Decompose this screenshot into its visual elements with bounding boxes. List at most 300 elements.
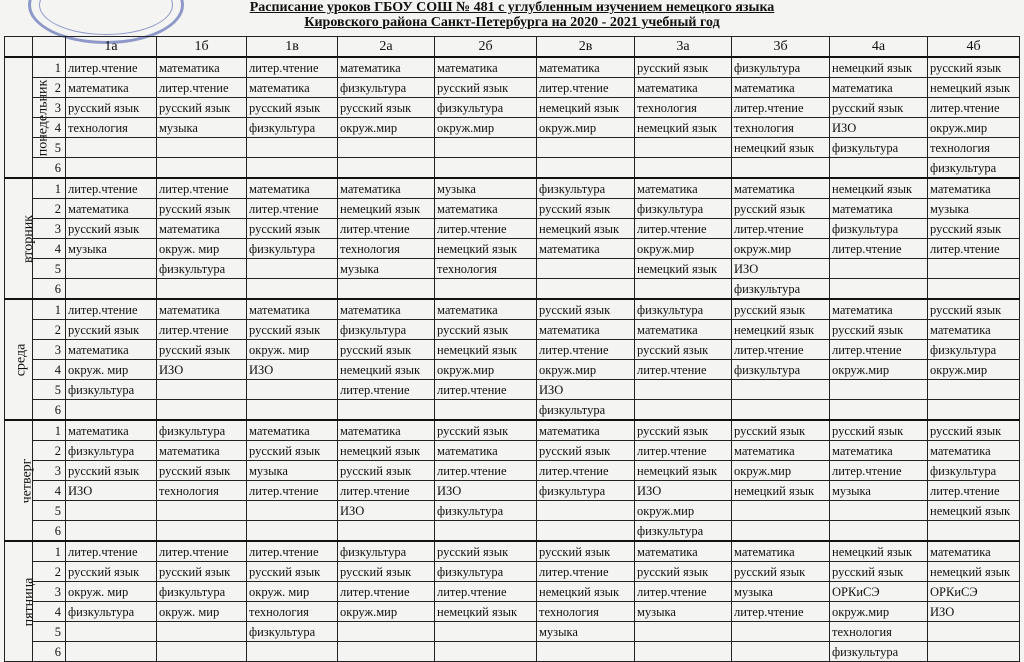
lesson-cell: немецкий язык xyxy=(928,562,1020,582)
lesson-row xyxy=(5,501,1020,521)
lesson-cell: физкультура xyxy=(928,461,1020,481)
lesson-cell: математика xyxy=(635,320,732,340)
lesson-cell xyxy=(732,380,830,400)
lesson-cell: русский язык xyxy=(537,441,635,461)
lesson-cell xyxy=(928,521,1020,542)
lesson-cell: литер.чтение xyxy=(635,582,732,602)
lesson-row xyxy=(5,320,1020,340)
lesson-cell: русский язык xyxy=(635,340,732,360)
lesson-number: 1 xyxy=(33,420,66,441)
lesson-cell: физкультура xyxy=(157,582,247,602)
lesson-cell: физкультура xyxy=(732,279,830,300)
class-header-row xyxy=(5,37,1020,58)
lesson-cell: математика xyxy=(247,420,338,441)
lesson-cell xyxy=(338,622,435,642)
lesson-cell: музыка xyxy=(157,118,247,138)
lesson-cell: ИЗО xyxy=(66,481,157,501)
lesson-cell xyxy=(830,521,928,542)
lesson-cell: математика xyxy=(928,541,1020,562)
lesson-row xyxy=(5,541,1020,562)
lesson-cell: литер.чтение xyxy=(732,340,830,360)
lesson-row xyxy=(5,521,1020,542)
lesson-cell: физкультура xyxy=(830,138,928,158)
lesson-cell: русский язык xyxy=(338,461,435,481)
lesson-cell xyxy=(635,400,732,421)
lesson-cell: русский язык xyxy=(830,320,928,340)
lesson-cell: математика xyxy=(732,441,830,461)
lesson-cell: окруж.мир xyxy=(928,118,1020,138)
lesson-number: 6 xyxy=(33,279,66,300)
lesson-cell: физкультура xyxy=(635,521,732,542)
lesson-cell: музыка xyxy=(435,178,537,199)
lesson-cell: ИЗО xyxy=(928,602,1020,622)
class-header-4б: 4б xyxy=(928,37,1020,58)
lesson-number: 5 xyxy=(33,501,66,521)
lesson-cell: математика xyxy=(66,199,157,219)
class-header-1в: 1в xyxy=(247,37,338,58)
lesson-cell: музыка xyxy=(928,199,1020,219)
lesson-cell: литер.чтение xyxy=(830,239,928,259)
lesson-cell: окруж.мир xyxy=(435,360,537,380)
lesson-cell xyxy=(338,158,435,179)
lesson-cell: литер.чтение xyxy=(247,541,338,562)
lesson-cell xyxy=(247,279,338,300)
lesson-cell: русский язык xyxy=(435,320,537,340)
lesson-row xyxy=(5,259,1020,279)
day-label-cell xyxy=(5,57,51,178)
lesson-row xyxy=(5,642,1020,662)
lesson-row xyxy=(5,360,1020,380)
lesson-cell: литер.чтение xyxy=(732,98,830,118)
lesson-cell: немецкий язык xyxy=(830,178,928,199)
lesson-cell: математика xyxy=(537,320,635,340)
lesson-cell: технология xyxy=(635,98,732,118)
lesson-number: 4 xyxy=(33,360,66,380)
lesson-cell: физкультура xyxy=(732,57,830,78)
lesson-row xyxy=(5,199,1020,219)
lesson-cell: русский язык xyxy=(830,562,928,582)
lesson-row xyxy=(5,582,1020,602)
lesson-cell xyxy=(66,501,157,521)
lesson-cell: физкультура xyxy=(537,400,635,421)
lesson-cell: русский язык xyxy=(338,562,435,582)
lesson-row xyxy=(5,138,1020,158)
lesson-cell: немецкий язык xyxy=(338,199,435,219)
lesson-cell xyxy=(157,279,247,300)
lesson-cell: русский язык xyxy=(247,320,338,340)
lesson-cell xyxy=(830,501,928,521)
lesson-cell xyxy=(928,622,1020,642)
lesson-cell xyxy=(732,501,830,521)
lesson-cell: литер.чтение xyxy=(247,199,338,219)
lesson-cell: музыка xyxy=(66,239,157,259)
lesson-cell: физкультура xyxy=(732,360,830,380)
lesson-cell: музыка xyxy=(830,481,928,501)
lesson-cell xyxy=(247,259,338,279)
lesson-cell: музыка xyxy=(338,259,435,279)
day-name: понедельник xyxy=(35,79,51,157)
class-header-1а: 1а xyxy=(66,37,157,58)
lesson-cell: математика xyxy=(635,78,732,98)
lesson-cell xyxy=(635,158,732,179)
lesson-number: 1 xyxy=(33,57,66,78)
day-label-cell xyxy=(5,178,36,299)
lesson-cell xyxy=(157,642,247,662)
lesson-cell: математика xyxy=(157,57,247,78)
lesson-cell: литер.чтение xyxy=(537,340,635,360)
lesson-cell: немецкий язык xyxy=(435,239,537,259)
lesson-row xyxy=(5,219,1020,239)
lesson-cell: физкультура xyxy=(247,622,338,642)
lesson-cell: математика xyxy=(732,178,830,199)
lesson-cell: физкультура xyxy=(66,380,157,400)
lesson-cell: математика xyxy=(66,420,157,441)
lesson-cell xyxy=(635,279,732,300)
lesson-cell: немецкий язык xyxy=(635,118,732,138)
lesson-number: 6 xyxy=(33,521,66,542)
lesson-number: 4 xyxy=(33,481,66,501)
lesson-cell: литер.чтение xyxy=(157,78,247,98)
day-name: пятница xyxy=(21,577,37,627)
lesson-cell: литер.чтение xyxy=(732,219,830,239)
lesson-cell: математика xyxy=(635,178,732,199)
lesson-number: 2 xyxy=(33,441,66,461)
lesson-cell: русский язык xyxy=(435,541,537,562)
lesson-cell: математика xyxy=(830,441,928,461)
lesson-cell xyxy=(830,380,928,400)
lesson-cell: русский язык xyxy=(830,420,928,441)
lesson-cell: окруж. мир xyxy=(247,340,338,360)
lesson-cell: окруж.мир xyxy=(537,360,635,380)
lesson-cell: математика xyxy=(928,320,1020,340)
lesson-row xyxy=(5,78,1020,98)
lesson-row xyxy=(5,461,1020,481)
lesson-cell xyxy=(928,259,1020,279)
class-header-3б: 3б xyxy=(732,37,830,58)
lesson-row xyxy=(5,441,1020,461)
day-name: вторник xyxy=(20,215,36,263)
lesson-cell xyxy=(157,521,247,542)
lesson-cell xyxy=(66,259,157,279)
lesson-cell xyxy=(830,400,928,421)
lesson-number: 2 xyxy=(33,78,66,98)
lesson-cell: математика xyxy=(157,441,247,461)
lesson-cell: математика xyxy=(66,78,157,98)
lesson-cell xyxy=(157,622,247,642)
lesson-cell: ИЗО xyxy=(247,360,338,380)
lesson-cell: физкультура xyxy=(338,78,435,98)
lesson-cell: окруж.мир xyxy=(338,118,435,138)
lesson-cell: литер.чтение xyxy=(635,441,732,461)
lesson-cell: литер.чтение xyxy=(247,57,338,78)
lesson-cell: литер.чтение xyxy=(435,461,537,481)
lesson-cell: физкультура xyxy=(338,541,435,562)
lesson-number: 3 xyxy=(33,98,66,118)
lesson-cell xyxy=(247,642,338,662)
lesson-cell: окруж. мир xyxy=(66,582,157,602)
document-title xyxy=(0,0,1024,30)
lesson-cell: русский язык xyxy=(157,562,247,582)
lesson-cell: физкультура xyxy=(247,118,338,138)
lesson-cell xyxy=(66,642,157,662)
lesson-cell xyxy=(435,622,537,642)
lesson-cell: окруж.мир xyxy=(635,239,732,259)
lesson-cell: немецкий язык xyxy=(732,320,830,340)
lesson-cell: физкультура xyxy=(830,219,928,239)
lesson-cell: физкультура xyxy=(635,199,732,219)
lesson-cell xyxy=(435,138,537,158)
lesson-cell: технология xyxy=(537,602,635,622)
lesson-number: 2 xyxy=(33,199,66,219)
lesson-cell: литер.чтение xyxy=(338,219,435,239)
corner-cell xyxy=(5,37,33,58)
lesson-cell: технология xyxy=(435,259,537,279)
lesson-cell xyxy=(732,642,830,662)
lesson-cell: технология xyxy=(732,118,830,138)
lesson-cell xyxy=(928,279,1020,300)
lesson-cell xyxy=(157,380,247,400)
class-header-1б: 1б xyxy=(157,37,247,58)
lesson-cell: технология xyxy=(247,602,338,622)
lesson-cell xyxy=(338,400,435,421)
lesson-cell xyxy=(537,138,635,158)
lesson-number: 4 xyxy=(33,602,66,622)
lesson-cell: литер.чтение xyxy=(635,360,732,380)
lesson-row xyxy=(5,420,1020,441)
lesson-number: 3 xyxy=(33,219,66,239)
lesson-cell: математика xyxy=(157,299,247,320)
schedule-table xyxy=(4,36,1020,662)
lesson-cell: русский язык xyxy=(338,98,435,118)
lesson-cell xyxy=(537,158,635,179)
lesson-cell xyxy=(537,521,635,542)
lesson-cell xyxy=(247,138,338,158)
lesson-cell xyxy=(247,158,338,179)
lesson-cell: технология xyxy=(66,118,157,138)
lesson-cell xyxy=(830,158,928,179)
lesson-row xyxy=(5,562,1020,582)
lesson-cell: физкультура xyxy=(928,340,1020,360)
lesson-cell: физкультура xyxy=(435,98,537,118)
lesson-row xyxy=(5,380,1020,400)
lesson-cell xyxy=(537,279,635,300)
lesson-cell: математика xyxy=(830,299,928,320)
lesson-cell: математика xyxy=(338,299,435,320)
lesson-cell: математика xyxy=(635,541,732,562)
lesson-row xyxy=(5,178,1020,199)
lesson-cell: литер.чтение xyxy=(66,57,157,78)
lesson-cell: литер.чтение xyxy=(157,541,247,562)
lesson-cell: математика xyxy=(732,78,830,98)
lesson-cell: математика xyxy=(830,199,928,219)
lesson-cell: математика xyxy=(537,420,635,441)
lesson-cell: литер.чтение xyxy=(66,541,157,562)
lesson-number: 1 xyxy=(33,178,66,199)
lesson-cell: литер.чтение xyxy=(66,299,157,320)
lesson-cell: математика xyxy=(338,420,435,441)
lesson-cell: физкультура xyxy=(537,481,635,501)
lesson-cell: русский язык xyxy=(247,441,338,461)
lesson-cell xyxy=(435,158,537,179)
lesson-cell: физкультура xyxy=(435,501,537,521)
lesson-cell: русский язык xyxy=(247,219,338,239)
lesson-cell xyxy=(247,400,338,421)
lesson-cell xyxy=(928,642,1020,662)
lesson-cell: немецкий язык xyxy=(537,98,635,118)
lesson-cell xyxy=(435,642,537,662)
corner-cell xyxy=(33,37,66,58)
lesson-cell: литер.чтение xyxy=(537,562,635,582)
lesson-cell: русский язык xyxy=(732,562,830,582)
lesson-cell: русский язык xyxy=(435,420,537,441)
lesson-cell: окруж. мир xyxy=(247,582,338,602)
lesson-cell: технология xyxy=(157,481,247,501)
lesson-cell: математика xyxy=(830,78,928,98)
lesson-number: 2 xyxy=(33,562,66,582)
lesson-cell: русский язык xyxy=(732,299,830,320)
lesson-cell xyxy=(635,380,732,400)
lesson-row xyxy=(5,400,1020,421)
lesson-cell: немецкий язык xyxy=(435,340,537,360)
lesson-cell: технология xyxy=(338,239,435,259)
lesson-cell: математика xyxy=(435,299,537,320)
lesson-cell: русский язык xyxy=(635,57,732,78)
lesson-cell xyxy=(157,400,247,421)
class-header-3а: 3а xyxy=(635,37,732,58)
lesson-row xyxy=(5,481,1020,501)
lesson-cell: музыка xyxy=(537,622,635,642)
lesson-cell xyxy=(435,400,537,421)
lesson-cell: окруж.мир xyxy=(635,501,732,521)
lesson-cell xyxy=(66,158,157,179)
lesson-cell xyxy=(732,622,830,642)
lesson-cell: немецкий язык xyxy=(537,219,635,239)
lesson-cell: русский язык xyxy=(537,541,635,562)
lesson-cell: русский язык xyxy=(928,57,1020,78)
lesson-cell: математика xyxy=(247,178,338,199)
lesson-cell: литер.чтение xyxy=(732,602,830,622)
lesson-cell: литер.чтение xyxy=(928,239,1020,259)
lesson-row xyxy=(5,299,1020,320)
lesson-cell: русский язык xyxy=(537,299,635,320)
lesson-cell: немецкий язык xyxy=(928,501,1020,521)
lesson-cell: русский язык xyxy=(66,461,157,481)
lesson-cell: математика xyxy=(247,299,338,320)
lesson-cell: немецкий язык xyxy=(338,360,435,380)
lesson-cell: литер.чтение xyxy=(157,178,247,199)
lesson-cell: ОРКиСЭ xyxy=(830,582,928,602)
lesson-row xyxy=(5,118,1020,138)
lesson-cell: математика xyxy=(435,57,537,78)
lesson-cell: физкультура xyxy=(157,420,247,441)
lesson-cell: окруж.мир xyxy=(830,360,928,380)
lesson-cell: окруж. мир xyxy=(157,239,247,259)
lesson-cell xyxy=(537,501,635,521)
lesson-number: 5 xyxy=(33,380,66,400)
lesson-cell: окруж.мир xyxy=(338,602,435,622)
lesson-cell: математика xyxy=(66,340,157,360)
lesson-cell: литер.чтение xyxy=(157,320,247,340)
lesson-cell: литер.чтение xyxy=(435,582,537,602)
lesson-number: 4 xyxy=(33,239,66,259)
lesson-number: 6 xyxy=(33,158,66,179)
lesson-cell xyxy=(537,259,635,279)
lesson-cell xyxy=(732,158,830,179)
lesson-cell xyxy=(435,521,537,542)
lesson-cell: окруж.мир xyxy=(830,602,928,622)
day-name: среда xyxy=(13,343,29,377)
lesson-cell: русский язык xyxy=(157,98,247,118)
lesson-number: 3 xyxy=(33,582,66,602)
lesson-cell: математика xyxy=(338,57,435,78)
lesson-cell: математика xyxy=(537,57,635,78)
lesson-cell: ИЗО xyxy=(338,501,435,521)
lesson-cell: физкультура xyxy=(66,602,157,622)
lesson-cell: физкультура xyxy=(928,158,1020,179)
lesson-row xyxy=(5,239,1020,259)
day-name: четверг xyxy=(19,458,35,504)
lesson-row xyxy=(5,602,1020,622)
lesson-cell xyxy=(338,279,435,300)
lesson-cell: литер.чтение xyxy=(830,461,928,481)
lesson-cell: математика xyxy=(537,239,635,259)
lesson-cell: литер.чтение xyxy=(635,219,732,239)
lesson-cell: литер.чтение xyxy=(338,481,435,501)
lesson-cell: литер.чтение xyxy=(435,219,537,239)
lesson-number: 4 xyxy=(33,118,66,138)
lesson-cell: немецкий язык xyxy=(732,481,830,501)
lesson-row xyxy=(5,340,1020,360)
lesson-cell: физкультура xyxy=(635,299,732,320)
lesson-cell: литер.чтение xyxy=(928,481,1020,501)
lesson-cell xyxy=(635,138,732,158)
lesson-cell: русский язык xyxy=(635,420,732,441)
lesson-cell: русский язык xyxy=(66,219,157,239)
lesson-cell: литер.чтение xyxy=(66,178,157,199)
lesson-cell: окруж. мир xyxy=(66,360,157,380)
lesson-cell: окруж.мир xyxy=(732,239,830,259)
class-header-4а: 4а xyxy=(830,37,928,58)
lesson-row xyxy=(5,57,1020,78)
lesson-cell xyxy=(66,521,157,542)
class-header-2а: 2а xyxy=(338,37,435,58)
lesson-cell xyxy=(830,259,928,279)
lesson-cell: литер.чтение xyxy=(928,98,1020,118)
lesson-row xyxy=(5,279,1020,300)
lesson-cell: немецкий язык xyxy=(635,461,732,481)
lesson-cell: математика xyxy=(338,178,435,199)
lesson-cell xyxy=(928,380,1020,400)
lesson-cell: технология xyxy=(830,622,928,642)
lesson-cell: литер.чтение xyxy=(338,380,435,400)
lesson-cell xyxy=(66,279,157,300)
lesson-cell: ИЗО xyxy=(157,360,247,380)
lesson-cell: ИЗО xyxy=(435,481,537,501)
lesson-cell: русский язык xyxy=(537,199,635,219)
lesson-cell xyxy=(435,279,537,300)
lesson-cell xyxy=(66,400,157,421)
lesson-cell: ИЗО xyxy=(732,259,830,279)
lesson-number: 3 xyxy=(33,461,66,481)
lesson-cell: русский язык xyxy=(157,340,247,360)
title-line-1: Расписание уроков ГБОУ СОШ № 481 с углубленным изучением немецкого языка xyxy=(249,0,775,15)
lesson-cell: литер.чтение xyxy=(247,481,338,501)
lesson-cell xyxy=(157,158,247,179)
lesson-cell: окруж.мир xyxy=(537,118,635,138)
lesson-cell: русский язык xyxy=(247,562,338,582)
lesson-cell: литер.чтение xyxy=(338,582,435,602)
lesson-cell: математика xyxy=(157,219,247,239)
